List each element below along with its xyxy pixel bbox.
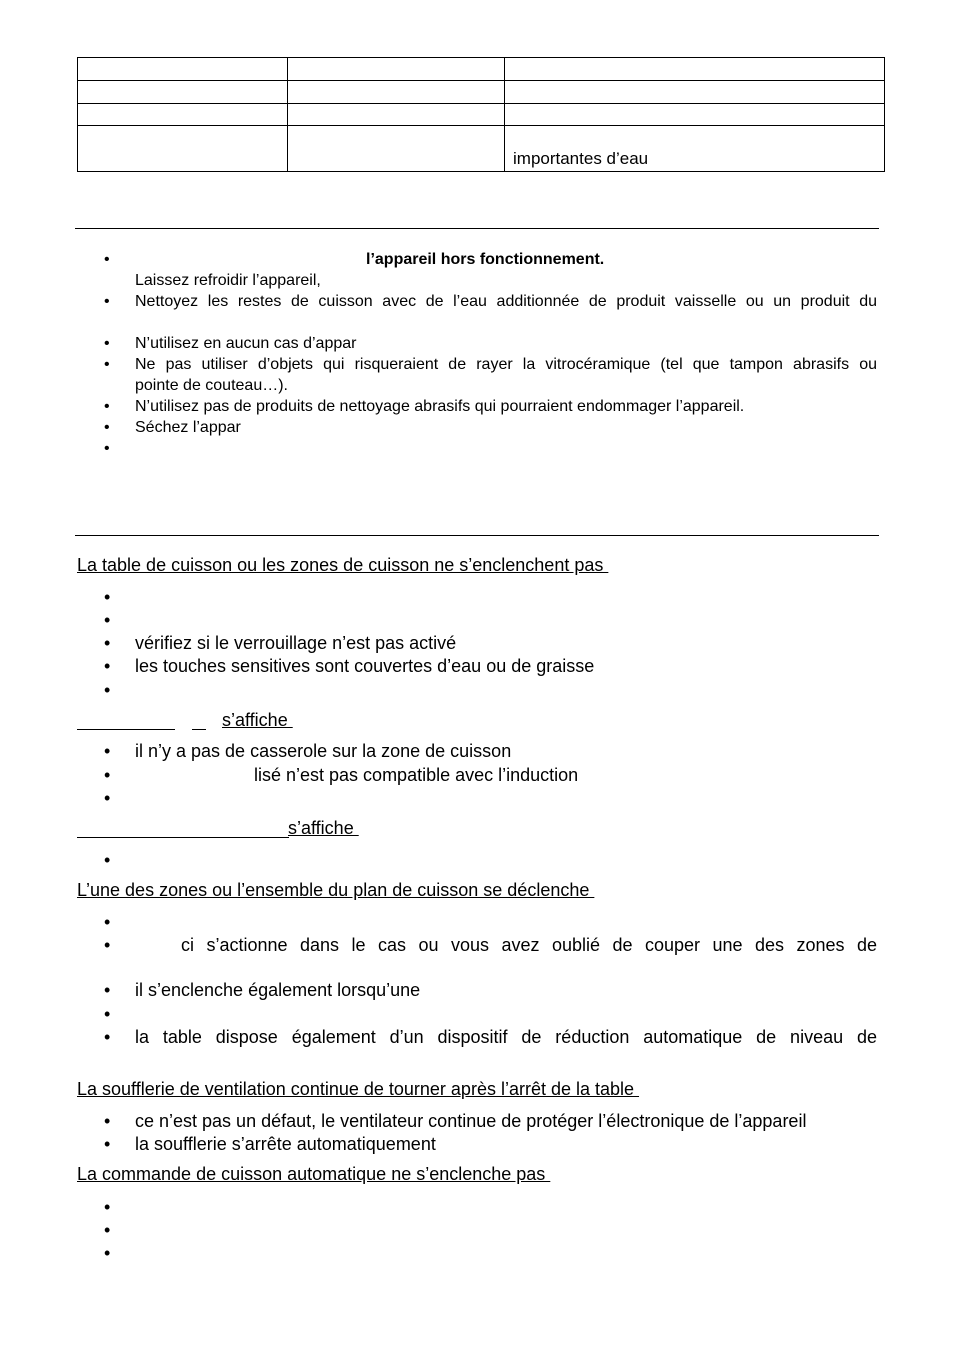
bullet: •: [104, 935, 111, 955]
bullet: •: [104, 335, 110, 352]
list-item: Séchez l’appar: [135, 419, 241, 436]
bullet: •: [104, 1027, 111, 1047]
table-cell: [505, 81, 885, 104]
bullet: •: [104, 850, 111, 870]
table-cell: [288, 58, 505, 81]
list-item: la table dispose également d’un dispositif de réduction automatique de niveau de: [135, 1027, 877, 1047]
bullet: •: [104, 356, 110, 373]
bullet: •: [104, 610, 111, 630]
list-item: vérifiez si le verrouillage n’est pas activé: [135, 633, 457, 653]
bullet: •: [104, 1197, 111, 1217]
bullet: •: [104, 293, 110, 310]
table-row: [78, 81, 885, 104]
underline-segment: [77, 729, 175, 730]
section-heading: s’affiche: [222, 710, 293, 730]
bullet: •: [104, 1111, 111, 1131]
underline-segment: [192, 729, 206, 730]
table-cell: [78, 81, 288, 104]
section-heading: La commande de cuisson automatique ne s’enclenche pas: [77, 1164, 551, 1184]
section-divider: [75, 535, 879, 536]
section-heading: L’une des zones ou l’ensemble du plan de cuisson se déclenche: [77, 880, 595, 900]
section-heading: s’affiche: [288, 818, 359, 838]
section-divider: [75, 228, 879, 229]
bullet: •: [104, 1004, 111, 1024]
bullet: •: [104, 656, 111, 676]
table-cell: [288, 104, 505, 126]
bullet: •: [104, 587, 111, 607]
bullet: •: [104, 912, 111, 932]
list-item: ci s’actionne dans le cas ou vous avez oublié de couper une des zones de: [181, 935, 877, 955]
bullet: •: [104, 1220, 111, 1240]
bullet: •: [104, 680, 111, 700]
list-item: il n’y a pas de casserole sur la zone de cuisson: [135, 741, 512, 761]
list-item: N’utilisez en aucun cas d’appar: [135, 335, 357, 352]
bullet: •: [104, 1134, 111, 1154]
list-item: pointe de couteau…).: [135, 377, 288, 394]
list-item: Nettoyez les restes de cuisson avec de l’eau additionnée de produit vaisselle ou un produit du: [135, 293, 877, 310]
section-heading: La table de cuisson ou les zones de cuisson ne s’enclenchent pas: [77, 555, 609, 575]
list-item: il s’enclenche également lorsqu’une: [135, 980, 421, 1000]
bullet: •: [104, 980, 111, 1000]
bullet: •: [104, 1243, 111, 1263]
underline-segment: [77, 837, 289, 838]
bullet: •: [104, 398, 110, 415]
list-item: Laissez refroidir l’appareil,: [135, 272, 321, 289]
table-cell: [505, 58, 885, 81]
table-row: [78, 104, 885, 126]
table-cell: [288, 81, 505, 104]
table-row: [78, 126, 885, 172]
table-cell: [288, 126, 505, 172]
table-cell: [505, 104, 885, 126]
bullet: •: [104, 788, 111, 808]
bullet: •: [104, 251, 110, 268]
warning-text: l’appareil hors fonctionnement.: [366, 251, 605, 268]
list-item: la soufflerie s’arrête automatiquement: [135, 1134, 436, 1154]
bullet: •: [104, 440, 110, 457]
list-item: N’utilisez pas de produits de nettoyage abrasifs qui pourraient endommager l’appareil.: [135, 398, 745, 415]
table-row: [78, 58, 885, 81]
info-table: [77, 57, 885, 172]
table-cell: importantes d’eau: [505, 126, 885, 172]
section-heading: La soufflerie de ventilation continue de tourner après l’arrêt de la table: [77, 1079, 640, 1099]
bullet: •: [104, 633, 111, 653]
table-cell: [78, 104, 288, 126]
table-cell: [78, 126, 288, 172]
list-item: Ne pas utiliser d’objets qui risqueraient de rayer la vitrocéramique (tel que tampon abrasifs ou: [135, 356, 877, 373]
list-item: lisé n’est pas compatible avec l’induction: [254, 765, 579, 785]
bullet: •: [104, 419, 110, 436]
list-item: ce n’est pas un défaut, le ventilateur continue de protéger l’électronique de l’appareil: [135, 1111, 807, 1131]
bullet: •: [104, 741, 111, 761]
list-item: les touches sensitives sont couvertes d’eau ou de graisse: [135, 656, 595, 676]
bullet: •: [104, 765, 111, 785]
table-cell: [78, 58, 288, 81]
